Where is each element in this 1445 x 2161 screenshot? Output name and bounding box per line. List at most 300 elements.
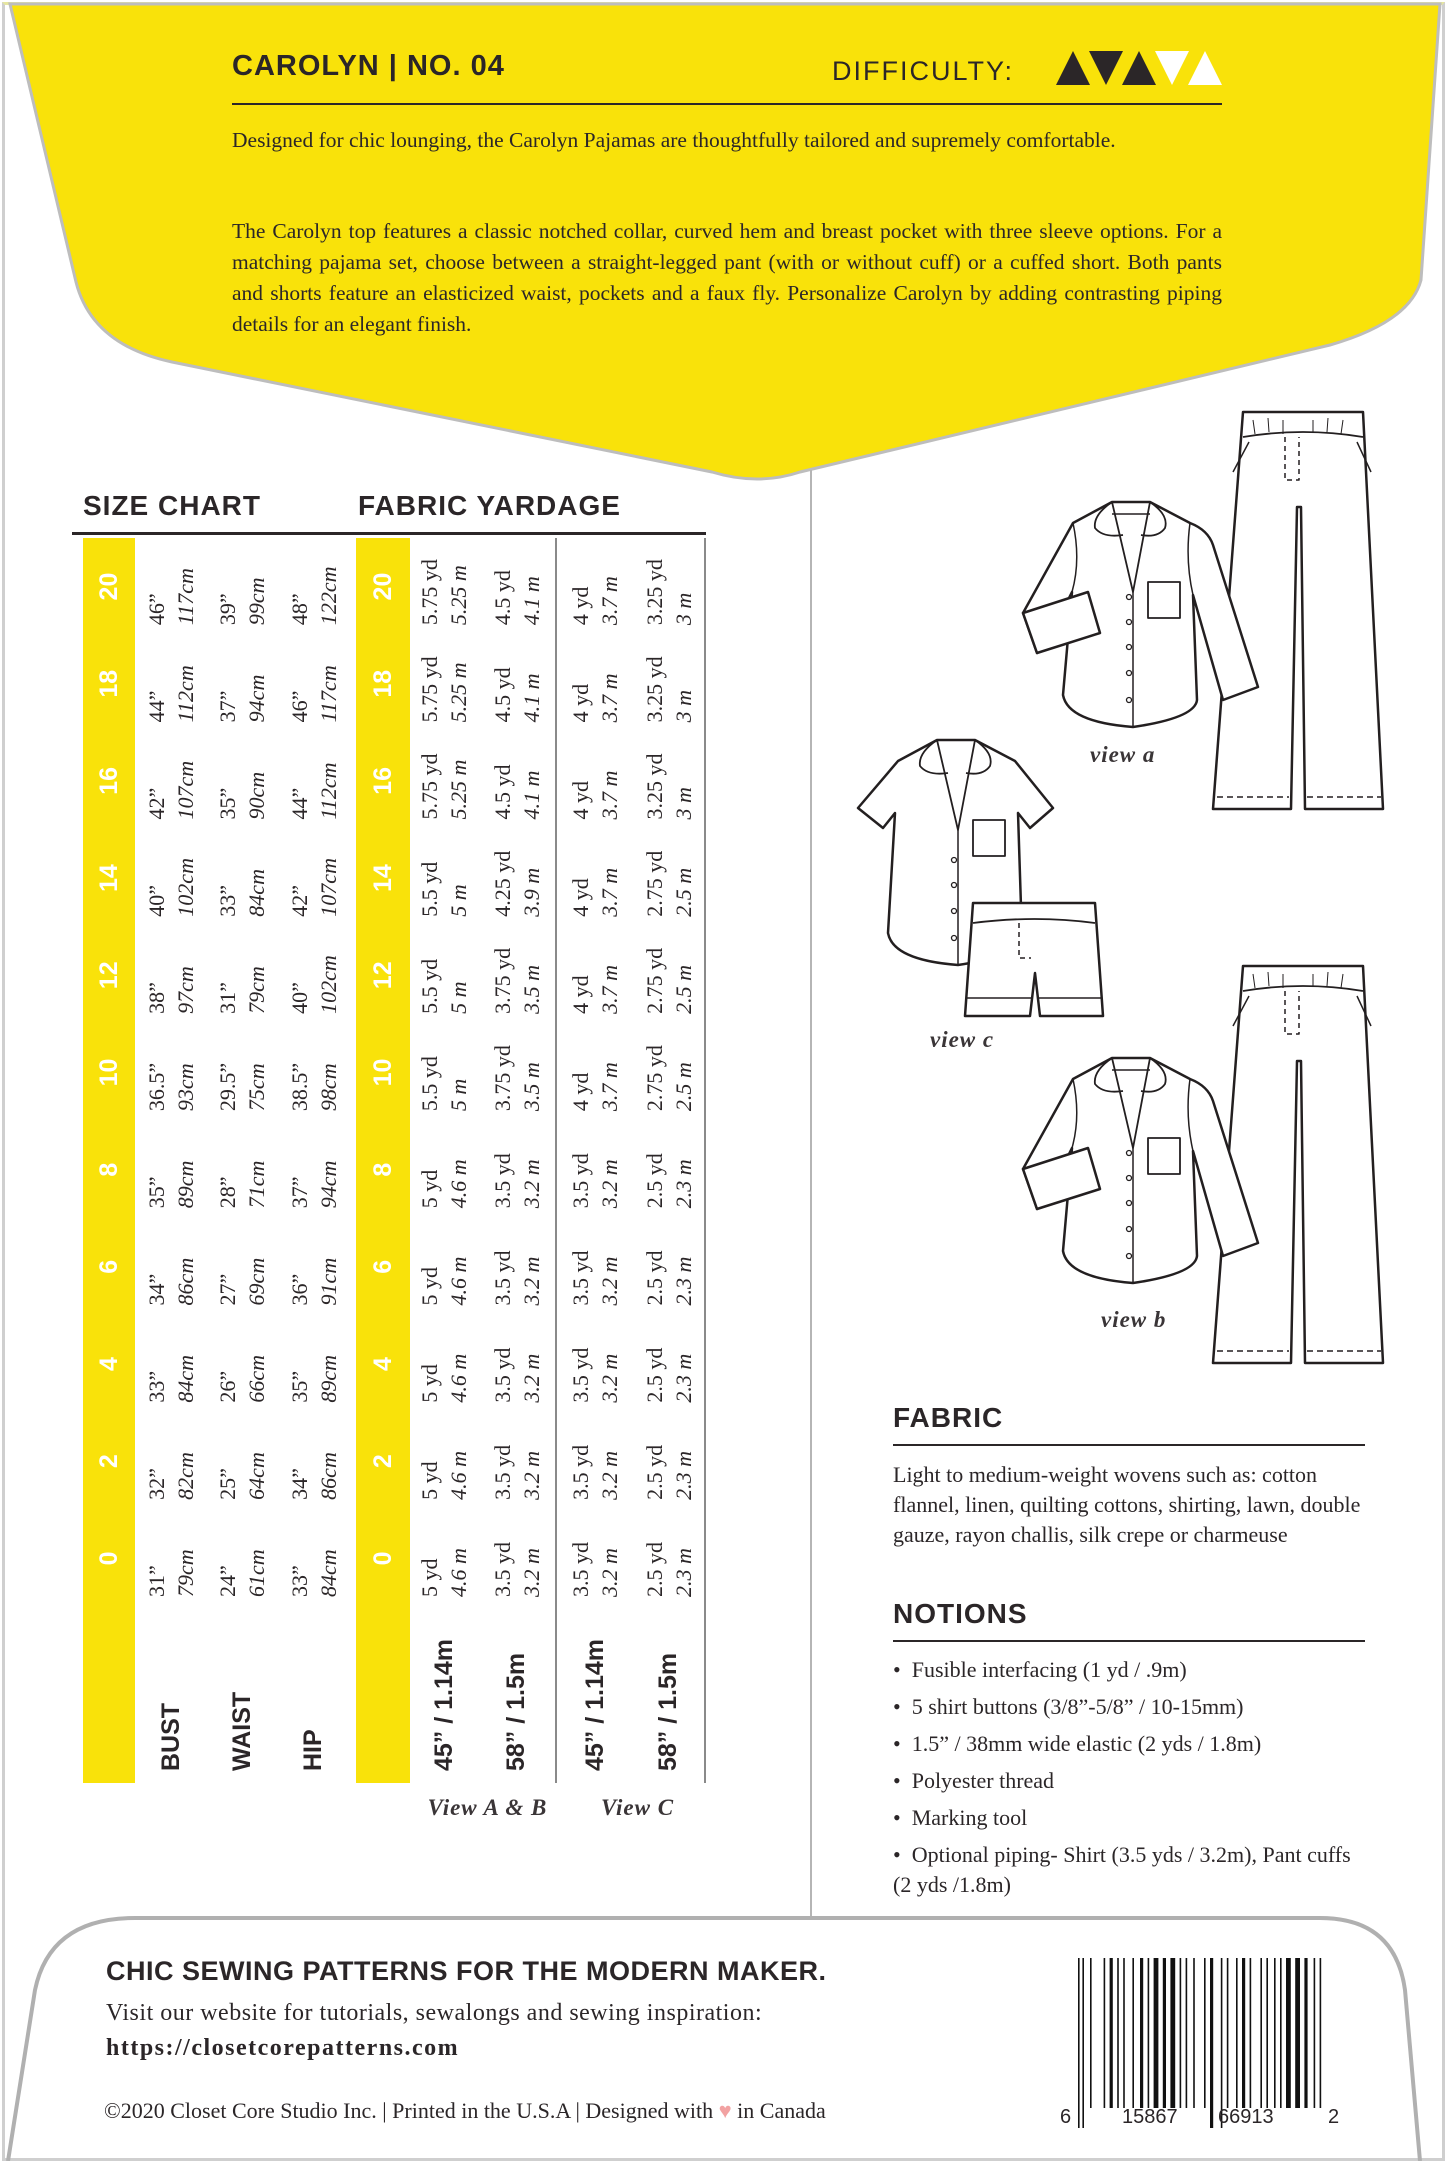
- yardage-meters: 3 m: [670, 689, 696, 723]
- yardage-header-cell: 20: [368, 572, 397, 601]
- size-header-cell: 8: [94, 1162, 123, 1177]
- yardage-meters: 5.25 m: [446, 759, 471, 820]
- yardage-header-cell: 14: [368, 864, 397, 892]
- yardage-yards: 4.5 yd: [489, 764, 515, 820]
- barcode-bar: [1186, 1958, 1188, 2108]
- size-header-cell: 12: [94, 961, 123, 990]
- notions-list: [893, 1655, 1373, 1907]
- yardage-meters: 2.3 m: [670, 1450, 696, 1500]
- measurement-cm: 112cm: [173, 665, 198, 723]
- yardage-cell: [557, 927, 633, 1024]
- measurement-cm: 93cm: [173, 1063, 198, 1112]
- yardage-cell: [557, 830, 633, 927]
- barcode-bar: [1204, 1958, 1206, 2108]
- yardage-yards: 5.5 yd: [417, 1056, 442, 1112]
- difficulty-triangle-icon: [1089, 51, 1123, 85]
- measurement-cm: 86cm: [173, 1257, 198, 1306]
- barcode-bar: [1132, 1958, 1134, 2108]
- yardage-meters: 2.3 m: [670, 1353, 696, 1403]
- measurement-inches: 44”: [286, 787, 312, 820]
- barcode-bar: [1221, 1958, 1223, 2128]
- measurement-cell: [277, 538, 350, 635]
- size-header-cell: 14: [94, 864, 123, 892]
- yardage-meters: 3.2 m: [597, 1548, 622, 1597]
- yardage-header-cell: 12: [368, 961, 397, 990]
- header-divider: [232, 103, 1222, 105]
- difficulty-label: DIFFICULTY:: [832, 56, 1015, 86]
- yardage-cell: [557, 635, 633, 732]
- footer-visit-text: Visit our website for tutorials, sewalongs and sewing inspiration:: [106, 2000, 763, 2026]
- barcode-bar: [1274, 1958, 1276, 2108]
- measurement-cell: [207, 1218, 277, 1315]
- yardage-yards: 5.75 yd: [417, 559, 442, 626]
- yardage-meters: 4.6 m: [446, 1353, 471, 1403]
- notion-text: 1.5” / 38mm wide elastic (2 yds / 1.8m): [911, 1731, 1262, 1756]
- measurement-cm: 94cm: [244, 674, 269, 723]
- measurement-cell: [277, 1024, 350, 1121]
- yardage-meters: 3.2 m: [597, 1450, 622, 1500]
- measurement-cm: 89cm: [315, 1354, 341, 1403]
- yardage-cell: [478, 732, 555, 829]
- notion-item: [893, 1692, 1373, 1722]
- yardage-meters: 4.1 m: [518, 673, 544, 723]
- notion-text: Marking tool: [911, 1805, 1028, 1830]
- view-b-pants-illustration: [1213, 966, 1383, 1363]
- size-header-cell: 4: [94, 1357, 123, 1371]
- yardage-yards: 2.5 yd: [641, 1347, 667, 1403]
- measurement-inches: 33”: [286, 1565, 312, 1597]
- barcode-bar: [1140, 1958, 1143, 2108]
- barcode-bar: [1180, 1958, 1182, 2108]
- yardage-header-cell: 18: [368, 669, 397, 698]
- yardage-meters: 4.1 m: [518, 576, 544, 626]
- measurement-inches: 36”: [286, 1273, 312, 1306]
- view-b-shirt-illustration: [1023, 1058, 1258, 1283]
- measurement-cell: [135, 830, 207, 927]
- fabric-divider: [893, 1444, 1365, 1446]
- measurement-cm: 79cm: [173, 1549, 198, 1597]
- difficulty-rating: [1056, 51, 1226, 87]
- yardage-cell: [633, 1121, 704, 1218]
- yardage-meters: 4.6 m: [446, 1256, 471, 1306]
- measurement-cell: [135, 927, 207, 1024]
- barcode-bar: [1320, 1958, 1322, 2108]
- measurement-cell: [277, 1413, 350, 1510]
- notion-item: [893, 1803, 1373, 1833]
- barcode-bar: [1295, 1958, 1300, 2108]
- fabric-heading: FABRIC: [893, 1402, 1004, 1433]
- yardage-cell: [633, 1510, 704, 1607]
- measurement-cell: [135, 1024, 207, 1121]
- size-header-cell: 0: [94, 1551, 123, 1566]
- barcode-bar: [1078, 1958, 1080, 2128]
- yardage-yards: 3.5 yd: [489, 1542, 515, 1597]
- yardage-cell: [410, 1510, 478, 1607]
- yardage-meters: 2.5 m: [670, 964, 696, 1014]
- measurement-cell: [135, 1315, 207, 1412]
- notion-item: [893, 1729, 1373, 1759]
- barcode-digit-lead: 6: [1060, 2106, 1072, 2128]
- yardage-meters: 5 m: [446, 884, 471, 917]
- yardage-cell: [557, 1315, 633, 1412]
- yardage-meters: 3.7 m: [597, 867, 622, 917]
- measurement-inches: 35”: [144, 1176, 169, 1209]
- yardage-yards: 3.5 yd: [568, 1153, 593, 1209]
- yardage-meters: 3.2 m: [518, 1256, 544, 1306]
- yardage-cell: [633, 1413, 704, 1510]
- yardage-yards: 3.75 yd: [489, 947, 515, 1014]
- measurement-cell: [207, 538, 277, 635]
- measurement-inches: 37”: [215, 690, 240, 723]
- yardage-meters: 5.25 m: [446, 565, 471, 626]
- yardage-yards: 3.5 yd: [568, 1347, 593, 1403]
- barcode-bar: [1163, 1958, 1166, 2108]
- yardage-cell: [557, 732, 633, 829]
- yardage-meters: 3.2 m: [518, 1548, 544, 1597]
- row-label: WAIST: [227, 1691, 256, 1771]
- barcode-bar: [1082, 1958, 1084, 2128]
- barcode-bar: [1193, 1958, 1195, 2108]
- yardage-cell: [633, 732, 704, 829]
- yardage-yards: 5 yd: [417, 1169, 442, 1209]
- yardage-meters: 3.2 m: [597, 1159, 622, 1209]
- fabric-yardage-heading: FABRIC YARDAGE: [358, 490, 621, 521]
- copyright-line: [104, 2098, 826, 2124]
- barcode-bar: [1154, 1958, 1159, 2108]
- yardage-yards: 5 yd: [417, 1558, 442, 1597]
- yardage-row: [410, 538, 478, 1783]
- measurement-cm: 64cm: [244, 1452, 269, 1500]
- yardage-yards: 2.5 yd: [641, 1250, 667, 1306]
- barcode-bar: [1210, 1958, 1213, 2128]
- measurement-cell: [135, 732, 207, 829]
- yardage-yards: 3.5 yd: [568, 1542, 593, 1597]
- barcode-bar: [1117, 1958, 1119, 2108]
- yardage-cell: [478, 635, 555, 732]
- copyright-location: in Canada: [737, 2098, 826, 2123]
- yardage-cell: [633, 635, 704, 732]
- yardage-yards: 5 yd: [417, 1266, 442, 1306]
- measurement-cm: 84cm: [315, 1549, 341, 1597]
- view-c-label-illustration: view c: [930, 1027, 995, 1052]
- size-header-cell: 10: [94, 1058, 123, 1087]
- yardage-meters: 3.7 m: [597, 1062, 622, 1112]
- measurement-cell: [207, 732, 277, 829]
- measurement-cm: 86cm: [315, 1452, 341, 1500]
- yardage-yards: 4 yd: [568, 878, 593, 917]
- yardage-cell: [478, 538, 555, 635]
- pattern-title: CAROLYN | NO. 04: [232, 50, 505, 82]
- view-ab-label: View A & B: [427, 1795, 548, 1820]
- measurement-cm: 82cm: [173, 1452, 198, 1500]
- measurement-inches: 37”: [286, 1176, 312, 1209]
- yardage-meters: 5 m: [446, 1078, 471, 1112]
- yardage-yards: 3.5 yd: [489, 1444, 515, 1500]
- measurement-cm: 122cm: [315, 566, 341, 626]
- measurement-cm: 75cm: [244, 1063, 269, 1112]
- measurement-cm: 71cm: [244, 1160, 269, 1209]
- bullet-icon: •: [893, 1842, 912, 1867]
- size-row-waist: [207, 538, 277, 1783]
- row-label: BUST: [156, 1702, 185, 1771]
- measurement-cell: [277, 635, 350, 732]
- difficulty-triangle-icon: [1188, 51, 1222, 85]
- garment-illustrations: [820, 400, 1420, 1370]
- yardage-meters: 3.7 m: [597, 576, 622, 626]
- barcode-bar: [1242, 1958, 1245, 2108]
- measurement-inches: 46”: [144, 593, 169, 626]
- measurement-inches: 42”: [144, 787, 169, 820]
- measurement-cell: [207, 1510, 277, 1607]
- yardage-cell: [557, 1121, 633, 1218]
- yardage-yards: 3.25 yd: [641, 559, 667, 626]
- view-c-label: View C: [600, 1795, 675, 1820]
- yardage-meters: 3 m: [670, 787, 696, 820]
- view-a-shirt-illustration: [1023, 502, 1258, 727]
- measurement-inches: 48”: [286, 593, 312, 626]
- measurement-cm: 107cm: [173, 760, 198, 820]
- measurement-cell: [135, 1510, 207, 1607]
- yardage-header-row: [356, 538, 410, 1783]
- yardage-meters: 3.2 m: [518, 1353, 544, 1403]
- yardage-cell: [478, 1413, 555, 1510]
- yardage-yards: 5.75 yd: [417, 656, 442, 723]
- bullet-icon: •: [893, 1805, 912, 1830]
- bullet-icon: •: [893, 1731, 912, 1756]
- size-header-cell: 20: [94, 572, 123, 601]
- measurement-inches: 32”: [144, 1468, 169, 1500]
- yardage-header-cell: 10: [368, 1058, 397, 1087]
- size-row-hip: [277, 538, 350, 1783]
- notion-item: [893, 1766, 1373, 1796]
- measurement-cm: 91cm: [315, 1257, 341, 1306]
- measurement-inches: 27”: [215, 1273, 240, 1306]
- measurement-cm: 112cm: [315, 762, 341, 820]
- yardage-meters: 3.2 m: [597, 1353, 622, 1403]
- barcode-bar: [1227, 1958, 1229, 2108]
- barcode-bar: [1170, 1958, 1175, 2108]
- notion-text: Polyester thread: [911, 1768, 1055, 1793]
- fabric-yardage-table: [356, 538, 706, 1783]
- notions-heading: NOTIONS: [893, 1598, 1028, 1629]
- yardage-yards: 4.25 yd: [489, 850, 515, 917]
- yardage-meters: 3 m: [670, 592, 696, 626]
- barcode-bar: [1250, 1958, 1252, 2108]
- barcode-bar: [1148, 1958, 1150, 2108]
- measurement-cell: [207, 635, 277, 732]
- measurement-cell: [277, 927, 350, 1024]
- website-link[interactable]: https://closetcorepatterns.com: [106, 2035, 460, 2061]
- size-chart-heading: SIZE CHART: [83, 490, 261, 521]
- heart-icon: ♥: [718, 2098, 732, 2123]
- yardage-meters: 4.1 m: [518, 770, 544, 820]
- measurement-inches: 44”: [144, 690, 169, 723]
- barcode-bar: [1260, 1958, 1262, 2108]
- yardage-cell: [478, 1510, 555, 1607]
- yardage-meters: 2.5 m: [670, 867, 696, 917]
- measurement-inches: 29.5”: [215, 1062, 240, 1112]
- measurement-inches: 34”: [144, 1273, 169, 1306]
- yardage-header-cell: 6: [368, 1259, 397, 1274]
- measurement-cell: [277, 1315, 350, 1412]
- yardage-cell: [410, 635, 478, 732]
- view-c-shorts-illustration: [965, 903, 1103, 1016]
- difficulty-triangle-icon: [1155, 51, 1189, 85]
- column-divider: [810, 470, 812, 1918]
- measurement-cell: [277, 830, 350, 927]
- barcode-bar: [1314, 1958, 1316, 2108]
- measurement-cm: 69cm: [244, 1257, 269, 1306]
- yardage-cell: [410, 1413, 478, 1510]
- yardage-meters: 2.3 m: [670, 1548, 696, 1597]
- measurement-inches: 33”: [144, 1370, 169, 1403]
- yardage-yards: 4 yd: [568, 781, 593, 820]
- yardage-yards: 5.5 yd: [417, 958, 442, 1014]
- barcode-bar: [1236, 1958, 1238, 2108]
- yardage-meters: 4.6 m: [446, 1450, 471, 1500]
- yardage-cell: [410, 1024, 478, 1121]
- difficulty-triangle-icon: [1056, 51, 1090, 85]
- yardage-row: [633, 538, 706, 1783]
- yardage-yards: 2.5 yd: [641, 1153, 667, 1209]
- barcode-digits-left: 15867: [1122, 2106, 1178, 2128]
- yardage-cell: [633, 1315, 704, 1412]
- yardage-yards: 3.25 yd: [641, 656, 667, 723]
- size-row-bust: [135, 538, 207, 1783]
- size-header-cell: 2: [94, 1454, 123, 1469]
- notion-item: [893, 1655, 1373, 1685]
- yardage-meters: 5.25 m: [446, 662, 471, 723]
- yardage-yards: 2.5 yd: [641, 1444, 667, 1500]
- yardage-cell: [410, 1218, 478, 1315]
- yardage-cell: [557, 1510, 633, 1607]
- barcode-bar: [1110, 1958, 1113, 2108]
- yardage-yards: 4 yd: [568, 683, 593, 723]
- yardage-meters: 3.5 m: [518, 964, 544, 1014]
- yardage-cell: [410, 732, 478, 829]
- yardage-yards: 2.5 yd: [641, 1542, 667, 1597]
- yardage-meters: 4.6 m: [446, 1159, 471, 1209]
- measurement-inches: 31”: [144, 1565, 169, 1597]
- measurement-cell: [207, 1315, 277, 1412]
- yardage-cell: [478, 1121, 555, 1218]
- yardage-meters: 3.2 m: [518, 1159, 544, 1209]
- size-header-row: [83, 538, 135, 1783]
- measurement-inches: 42”: [286, 884, 312, 917]
- yardage-cell: [633, 830, 704, 927]
- yardage-yards: 5 yd: [417, 1364, 442, 1403]
- measurement-cell: [135, 635, 207, 732]
- measurement-cm: 66cm: [244, 1354, 269, 1403]
- fabric-width-label: 45” / 1.14m: [580, 1638, 609, 1771]
- yardage-cell: [633, 538, 704, 635]
- measurement-cell: [277, 1510, 350, 1607]
- yardage-meters: 5 m: [446, 981, 471, 1014]
- measurement-inches: 38.5”: [286, 1062, 312, 1112]
- measurement-inches: 25”: [215, 1468, 240, 1500]
- measurement-cm: 89cm: [173, 1160, 198, 1209]
- measurement-inches: 24”: [215, 1565, 240, 1597]
- measurement-cm: 84cm: [173, 1354, 198, 1403]
- measurement-cell: [135, 1218, 207, 1315]
- yardage-meters: 3.9 m: [518, 867, 544, 917]
- copyright-text: ©2020 Closet Core Studio Inc. | Printed in the U.S.A | Designed with: [104, 2098, 714, 2123]
- yardage-yards: 4 yd: [568, 975, 593, 1014]
- yardage-yards: 4 yd: [568, 586, 593, 626]
- measurement-inches: 40”: [144, 884, 169, 917]
- notion-text: Fusible interfacing (1 yd / .9m): [911, 1657, 1187, 1682]
- yardage-cell: [410, 1121, 478, 1218]
- barcode-digits-right: 66913: [1218, 2106, 1274, 2128]
- yardage-cell: [410, 1315, 478, 1412]
- yardage-yards: 3.5 yd: [568, 1250, 593, 1306]
- yardage-cell: [410, 830, 478, 927]
- barcode-bar: [1286, 1958, 1291, 2108]
- yardage-meters: 3.7 m: [597, 770, 622, 820]
- fabric-width-label: 58” / 1.5m: [654, 1652, 682, 1771]
- view-b-label: view b: [1101, 1307, 1167, 1332]
- bullet-icon: •: [893, 1768, 912, 1793]
- measurement-cm: 84cm: [244, 869, 269, 917]
- measurement-cm: 102cm: [173, 858, 198, 917]
- yardage-meters: 2.5 m: [670, 1062, 696, 1112]
- measurement-cm: 90cm: [244, 771, 269, 820]
- bullet-icon: •: [893, 1694, 912, 1719]
- barcode-bar: [1123, 1958, 1125, 2108]
- measurement-inches: 26”: [215, 1370, 240, 1403]
- measurement-cell: [135, 1121, 207, 1218]
- yardage-cell: [633, 1218, 704, 1315]
- measurement-cell: [277, 732, 350, 829]
- barcode-digit-check: 2: [1328, 2106, 1340, 2128]
- measurement-cm: 99cm: [244, 577, 269, 626]
- barcode-bar: [1304, 1958, 1307, 2108]
- measurement-cm: 102cm: [315, 955, 341, 1014]
- bullet-icon: •: [893, 1657, 912, 1682]
- measurement-inches: 31”: [215, 982, 240, 1014]
- barcode-bar: [1280, 1958, 1282, 2108]
- size-header-cell: 6: [94, 1259, 123, 1274]
- yardage-yards: 3.5 yd: [568, 1444, 593, 1500]
- yardage-cell: [478, 1315, 555, 1412]
- measurement-cm: 117cm: [315, 665, 341, 723]
- notion-item: [893, 1840, 1373, 1900]
- measurement-cell: [207, 1121, 277, 1218]
- view-a-label: view a: [1090, 742, 1156, 767]
- measurement-inches: 38”: [144, 982, 169, 1014]
- size-chart-table: [83, 538, 350, 1783]
- fabric-width-label: 45” / 1.14m: [429, 1638, 458, 1771]
- description-paragraph: The Carolyn top features a classic notched collar, curved hem and breast pocket with three sleeve options. For a matching pajama set, choose between a straight-legged pant (with or without cuff) or a cuffed short. Both pants and shorts feature an elasticized waist, pockets and a faux fly. Personalize Carolyn by adding contrasting piping details for an elegant finish.: [232, 219, 1222, 336]
- yardage-meters: 2.3 m: [670, 1256, 696, 1306]
- yardage-meters: 3.5 m: [518, 1062, 544, 1112]
- yardage-header-cell: 16: [368, 767, 397, 795]
- measurement-cell: [207, 830, 277, 927]
- view-a-pants-illustration: [1213, 412, 1383, 809]
- yardage-yards: 2.75 yd: [641, 1045, 667, 1112]
- yardage-yards: 5.5 yd: [417, 861, 442, 917]
- barcode-bar: [1090, 1958, 1092, 2108]
- yardage-cell: [478, 927, 555, 1024]
- measurement-cm: 98cm: [315, 1063, 341, 1112]
- yardage-cell: [478, 1218, 555, 1315]
- yardage-meters: 3.2 m: [518, 1450, 544, 1500]
- measurement-cm: 107cm: [315, 858, 341, 917]
- measurement-cell: [135, 1413, 207, 1510]
- yardage-meters: 3.7 m: [597, 964, 622, 1014]
- yardage-cell: [410, 927, 478, 1024]
- yardage-header-cell: 2: [368, 1454, 397, 1469]
